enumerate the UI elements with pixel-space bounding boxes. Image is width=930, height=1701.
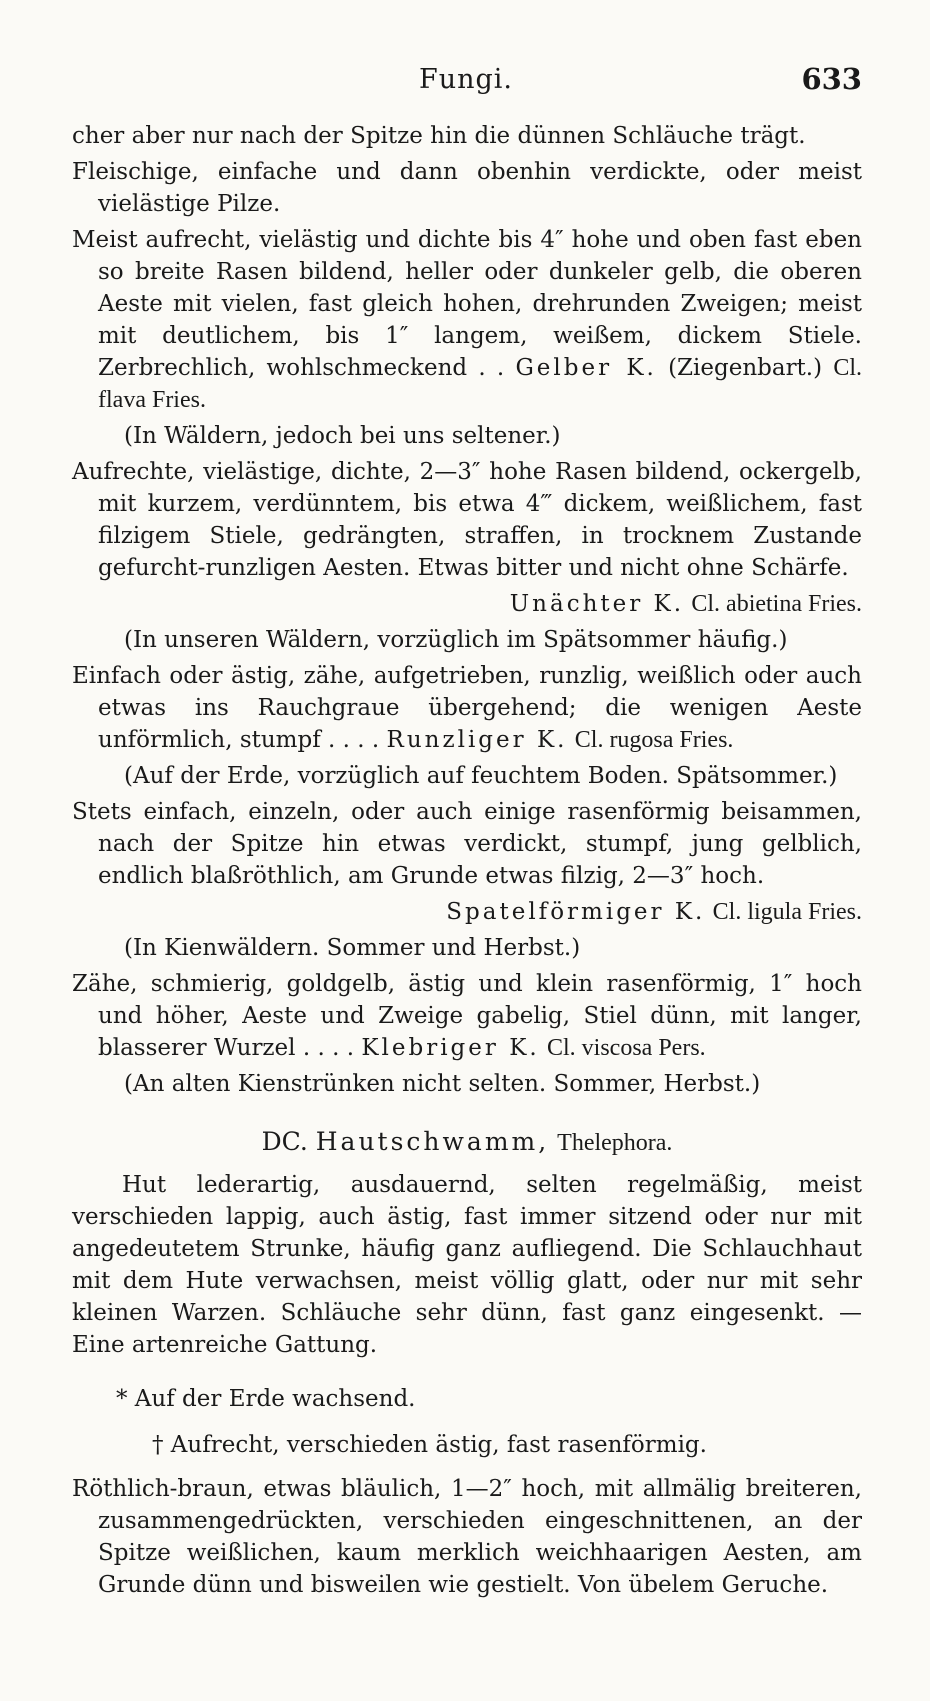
species-common-note: (Ziegenbart.) [668,355,823,381]
species-description: Stets einfach, einzeln, oder auch einige rasenförmig beisammen, nach der Spitze hin etwas verdickt, stumpf, jung gelblich, endlich blaßröthlich, am Grunde etwas filzig, 2—3″ hoch. [72,799,862,889]
genus-heading [72,1126,862,1159]
page-number: 633 [801,62,862,96]
species-entry [72,456,862,656]
species-common-name: Unächter K. [509,591,685,617]
species-habitat: (In Wäldern, jedoch bei uns seltener.) [124,423,561,449]
species-name-line [72,896,862,928]
genus-description: Hut lederartig, ausdauernd, selten regelmäßig, meist verschieden lappig, auch ästig, fast immer sitzend oder nur mit angedeutetem Strunke, häufig ganz aufliegend. Die Schlauchhaut mit dem Hute verwachsen, meist völlig glatt, oder nur mit sehr kleinen Warzen. Schläuche sehr dünn, fast ganz eingesenkt. — Eine artenreiche Gattung. [72,1172,862,1358]
species-common-name: Runzliger K. [386,727,568,753]
species-entry [72,224,862,452]
page-body [72,120,862,1605]
species-common-name: Gelber K. [515,355,657,381]
running-title: Fungi. [418,64,513,95]
species-description: Röthlich-braun, etwas bläulich, 1—2″ hoch, mit allmälig breiteren, zusammengedrückten, verschieden eingeschnittenen, an der Spitze weißlichen, kaum merklich weichhaarigen Aesten, am Grunde dünn und bisweilen wie gestielt. Von übelem Geruche. [72,1476,862,1598]
species-description [72,968,862,1064]
section-heading-star: * Auf der Erde wachsend. [116,1386,416,1412]
species-common-name: Spatelförmiger K. [446,899,706,925]
species-latin-name: Cl. rugosa Fries. [574,727,734,753]
species-entry [72,968,862,1100]
species-description: Aufrechte, vielästige, dichte, 2—3″ hohe Rasen bildend, ockergelb, mit kurzem, verdünntem, bis etwa 4‴ dickem, weißlichem, fast filzigem Stiele, gedrängten, straffen, in trocknem Zustande gefurcht-runzligen Aesten. Etwas bitter und nicht ohne Schärfe. [72,459,862,581]
genus-numeral: DC. [261,1127,308,1156]
page-header [70,62,862,102]
species-description-text: Einfach oder ästig, zähe, aufgetrieben, runzlig, weißlich oder auch etwas ins Rauchgraue übergehend; die wenigen Aeste unförmlich, stumpf . . . . [72,663,862,753]
species-habitat: (In Kienwäldern. Sommer und Herbst.) [124,935,581,961]
species-description [72,660,862,756]
species-habitat: (An alten Kienstrünken nicht selten. Sommer, Herbst.) [124,1071,761,1097]
species-entry [72,660,862,792]
continuation-line: cher aber nur nach der Spitze hin die dünnen Schläuche trägt. [72,123,806,149]
species-habitat: (In unseren Wäldern, vorzüglich im Spätsommer häufig.) [124,627,788,653]
species-latin-name: Cl. abietina Fries. [691,591,862,617]
species-latin-name: Cl. flava Fries. [98,355,863,413]
genus-german-name: Hautschwamm, [315,1127,550,1156]
genus-latin-name: Thelephora. [557,1130,673,1156]
species-entry [72,796,862,964]
section-heading-dagger: † Aufrecht, verschieden ästig, fast rasenförmig. [152,1432,707,1458]
species-description [72,224,862,416]
species-latin-name: Cl. ligula Fries. [712,899,862,925]
species-latin-name: Cl. viscosa Pers. [547,1035,706,1061]
species-description-text: Meist aufrecht, vielästig und dichte bis 4″ hohe und oben fast eben so breite Rasen bildend, heller oder dunkeler gelb, die oberen Aeste mit vielen, fast gleich hohen, drehrunden Zweigen; meist mit deutlichem, bis 1″ langem, weißem, dickem Stiele. Zerbrechlich, wohlschmeckend . . [72,227,862,381]
continuation-paragraph: Fleischige, einfache und dann obenhin verdickte, oder meist vielästige Pilze. [72,159,862,217]
species-description-text: Zähe, schmierig, goldgelb, ästig und klein rasenförmig, 1″ hoch und höher, Aeste und Zweige gabelig, Stiel dünn, mit langer, blasserer Wurzel . . . . [72,971,862,1061]
species-common-name: Klebriger K. [361,1035,540,1061]
species-name-line [72,588,862,620]
species-habitat: (Auf der Erde, vorzüglich auf feuchtem Boden. Spätsommer.) [124,763,838,789]
